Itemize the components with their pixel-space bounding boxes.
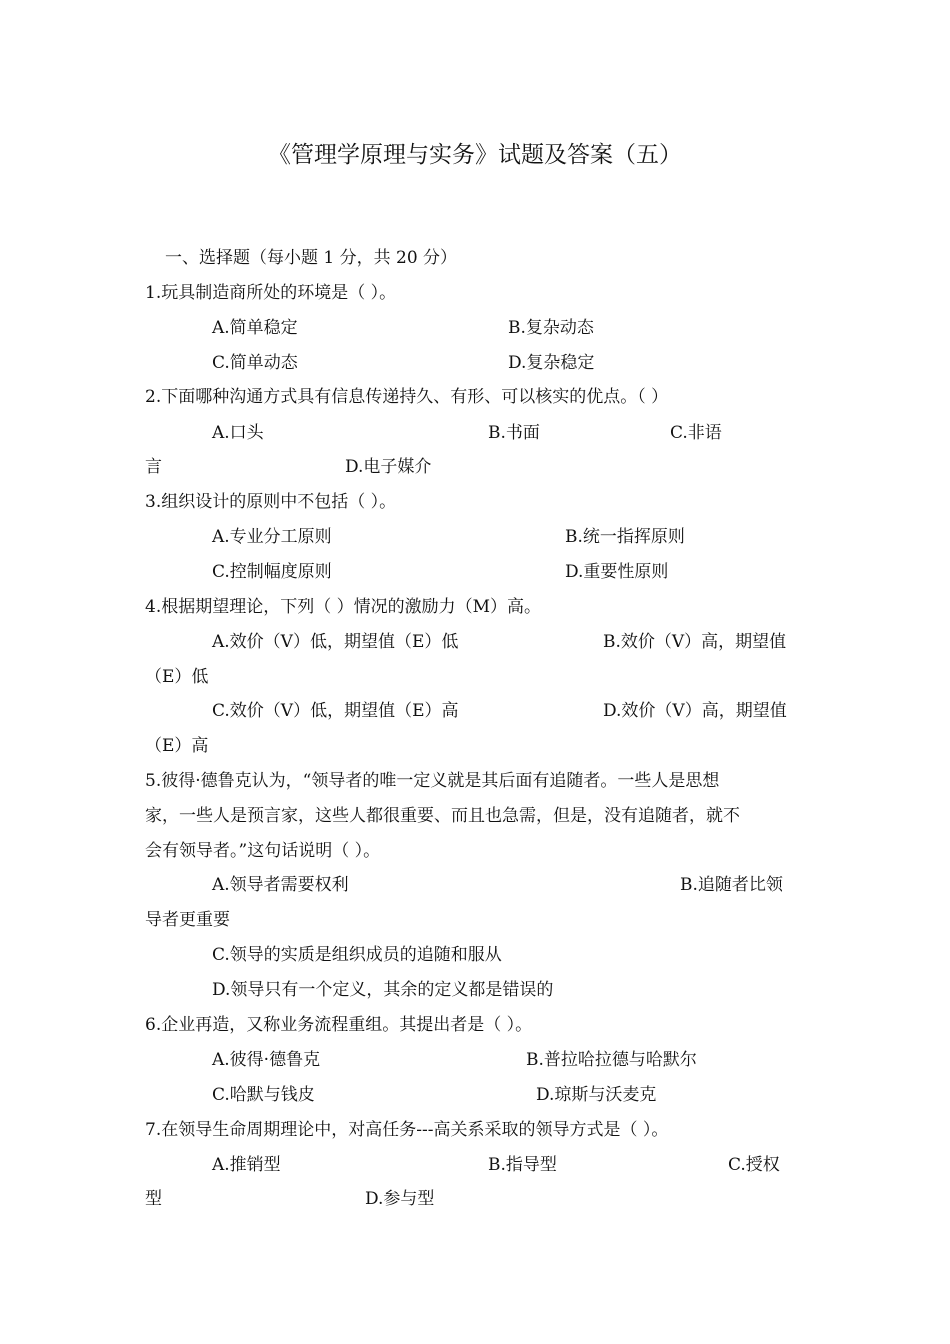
question-4-option-b: B.效价（V）高，期望值 [603, 632, 787, 652]
question-5-stem-line-2: 家，一些人是预言家，这些人都很重要、而且也急需，但是，没有追随者，就不 [145, 806, 740, 826]
question-3-option-c: C.控制幅度原则 [212, 562, 332, 582]
question-4-stem: 4.根据期望理论，下列（ ）情况的激励力（M）高。 [145, 597, 542, 617]
question-3-stem: 3.组织设计的原则中不包括（ ）。 [145, 492, 397, 512]
question-7-option-c: C.授权 [728, 1155, 780, 1175]
question-5-option-b: B.追随者比领 [680, 875, 783, 895]
document-title: 《管理学原理与实务》试题及答案（五） [268, 142, 682, 168]
question-4-option-d: D.效价（V）高，期望值 [603, 701, 787, 721]
question-2-option-c: C.非语 [670, 423, 722, 443]
section-heading: 一、选择题（每小题 1 分，共 20 分） [165, 248, 458, 268]
question-5-stem-line-1: 5.彼得·德鲁克认为，“领导者的唯一定义就是其后面有追随者。一些人是思想 [145, 771, 720, 791]
question-3-option-b: B.统一指挥原则 [565, 527, 685, 547]
question-7-option-a: A.推销型 [212, 1155, 281, 1175]
question-4-option-c: C.效价（V）低，期望值（E）高 [212, 701, 459, 721]
question-2-option-d: D.电子媒介 [345, 457, 432, 477]
question-5-stem-line-3: 会有领导者。”这句话说明（ ）。 [145, 841, 381, 861]
question-6-option-b: B.普拉哈拉德与哈默尔 [526, 1050, 697, 1070]
question-1-stem: 1.玩具制造商所处的环境是（ ）。 [145, 283, 397, 303]
question-7-option-c-wrap: 型 [145, 1189, 162, 1209]
question-4-option-a: A.效价（V）低，期望值（E）低 [212, 632, 459, 652]
question-2-option-c-wrap: 言 [145, 457, 162, 477]
question-1-option-c: C.简单动态 [212, 353, 298, 373]
question-7-option-b: B.指导型 [488, 1155, 557, 1175]
question-3-option-a: A.专业分工原则 [212, 527, 332, 547]
question-5-option-d: D.领导只有一个定义，其余的定义都是错误的 [212, 980, 554, 1000]
question-3-option-d: D.重要性原则 [565, 562, 669, 582]
question-5-option-a: A.领导者需要权利 [212, 875, 349, 895]
question-4-option-d-wrap: （E）高 [145, 736, 209, 756]
question-6-stem: 6.企业再造，又称业务流程重组。其提出者是（ ）。 [145, 1015, 533, 1035]
question-1-option-d: D.复杂稳定 [508, 353, 595, 373]
question-5-option-c: C.领导的实质是组织成员的追随和服从 [212, 945, 502, 965]
question-6-option-d: D.琼斯与沃麦克 [536, 1085, 657, 1105]
question-1-option-b: B.复杂动态 [508, 318, 594, 338]
question-4-option-b-wrap: （E）低 [145, 667, 209, 687]
question-2-option-b: B.书面 [488, 423, 540, 443]
question-1-option-a: A.简单稳定 [212, 318, 298, 338]
question-6-option-a: A.彼得·德鲁克 [212, 1050, 321, 1070]
question-2-option-a: A.口头 [212, 423, 264, 443]
question-5-option-b-wrap: 导者更重要 [145, 910, 230, 930]
question-7-option-d: D.参与型 [365, 1189, 435, 1209]
question-6-option-c: C.哈默与钱皮 [212, 1085, 315, 1105]
question-2-stem: 2.下面哪种沟通方式具有信息传递持久、有形、可以核实的优点。（ ） [145, 387, 669, 407]
question-7-stem: 7.在领导生命周期理论中，对高任务---高关系采取的领导方式是（ ）。 [145, 1120, 669, 1140]
